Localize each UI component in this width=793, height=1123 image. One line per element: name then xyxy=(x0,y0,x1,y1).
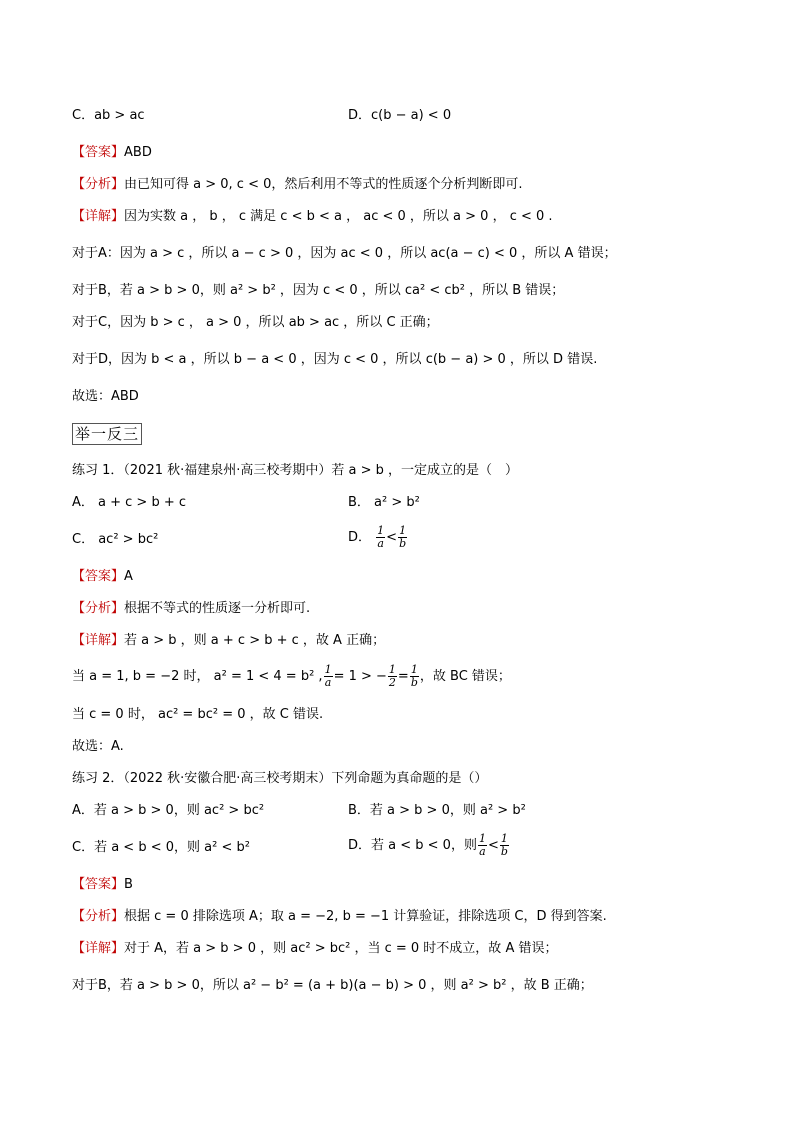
exercise-2-question: 练习 2．（2022 秋·安徽合肥·高三校考期末）下列命题为真命题的是（） xyxy=(72,771,488,786)
fraction-1-over-a xyxy=(376,525,385,550)
fraction-numerator: 1 xyxy=(500,832,508,845)
detail-b: 对于B，若 a > b > 0，则 a² > b² ，因为 c < 0 ，所以 ca² < cb² ，所以 B 错误； xyxy=(72,283,565,298)
fraction-1-over-a xyxy=(478,833,487,858)
detail-text: 对于 A，若 a > b > 0 ，则 ac² > bc² ，当 c = 0 时不成立，故 A 错误； xyxy=(124,941,558,956)
ex2-analysis-line xyxy=(72,908,607,926)
ex1-analysis-line xyxy=(72,600,310,618)
exercise-1-question: 练习 1．（2021 秋·福建泉州·高三校考期中）若 a > b ，一定成立的是（ ） xyxy=(72,463,519,478)
detail-a: 对于A：因为 a > c ，所以 a − c > 0 ，因为 ac < 0 ，所以 ac(a − c) < 0 ，所以 A 错误； xyxy=(72,246,617,261)
fraction-denominator: b xyxy=(399,537,407,550)
fraction-numerator: 1 xyxy=(399,524,407,537)
answer-line xyxy=(72,144,152,162)
fraction-denominator: b xyxy=(500,845,508,858)
answer-text: B xyxy=(124,877,133,892)
ex1-option-c: C． ac² > bc² xyxy=(72,532,159,547)
detail-text: 因为实数 a ， b ， c 满足 c < b < a ， ac < 0 ，所以 a > 0 ， c < 0 . xyxy=(124,209,553,224)
analysis-tag: 【分析】 xyxy=(72,601,125,616)
analysis-text: 根据 c = 0 排除选项 A；取 a = −2, b = −1 计算验证，排除选项 C，D 得到答案. xyxy=(124,909,607,924)
detail-text: 若 a > b ，则 a + c > b + c ，故 A 正确； xyxy=(124,633,386,648)
analysis-line xyxy=(72,176,523,194)
ex1-detail-line xyxy=(72,632,385,650)
fraction-numerator: 1 xyxy=(377,524,385,537)
fraction-1-over-2 xyxy=(388,664,397,689)
fraction-denominator: 2 xyxy=(388,676,396,689)
ex2-detail-line xyxy=(72,940,557,958)
ex1-choice-line: 故选：A. xyxy=(72,739,124,754)
counterexample-middle: = 1 > − xyxy=(333,669,387,684)
ex1-answer-line xyxy=(72,568,133,586)
ex2-answer-line xyxy=(72,876,133,894)
ex2-option-a: A．若 a > b > 0，则 ac² > bc² xyxy=(72,803,265,818)
answer-text: ABD xyxy=(124,145,152,160)
fraction-1-over-b xyxy=(500,833,509,858)
section-heading: 举一反三 xyxy=(72,423,142,445)
less-than-sign: < xyxy=(386,530,398,545)
ex1-counterexample xyxy=(72,664,511,690)
fraction-numerator: 1 xyxy=(478,832,486,845)
ex1-detail-c: 当 c = 0 时， ac² = bc² = 0 ，故 C 错误. xyxy=(72,707,324,722)
ex2-option-d-label: D．若 a < b < 0，则 xyxy=(348,838,477,853)
fraction-1-over-a xyxy=(324,664,333,689)
fraction-1-over-b xyxy=(398,525,407,550)
fraction-1-over-b xyxy=(410,664,419,689)
detail-line xyxy=(72,208,553,226)
analysis-tag: 【分析】 xyxy=(72,909,125,924)
fraction-numerator: 1 xyxy=(410,663,418,676)
analysis-text: 由已知可得 a > 0, c < 0，然后利用不等式的性质逐个分析判断即可. xyxy=(124,177,523,192)
detail-c: 对于C，因为 b > c ， a > 0 ，所以 ab > ac ，所以 C 正确； xyxy=(72,315,439,330)
fraction-denominator: a xyxy=(377,537,384,550)
detail-tag: 【详解】 xyxy=(72,941,125,956)
detail-d: 对于D，因为 b < a ，所以 b − a < 0 ，因为 c < 0 ，所以 c(b − a) > 0 ，所以 D 错误. xyxy=(72,352,598,367)
equals-sign: = xyxy=(397,669,409,684)
analysis-tag: 【分析】 xyxy=(72,177,125,192)
fraction-denominator: a xyxy=(479,845,486,858)
fraction-denominator: b xyxy=(410,676,418,689)
answer-tag: 【答案】 xyxy=(72,877,125,892)
detail-tag: 【详解】 xyxy=(72,209,125,224)
option-c: C．ab > ac xyxy=(72,108,145,123)
answer-tag: 【答案】 xyxy=(72,569,125,584)
choice-line: 故选：ABD xyxy=(72,389,139,404)
ex2-option-d xyxy=(348,833,510,859)
option-d: D．c(b − a) < 0 xyxy=(348,108,452,123)
fraction-numerator: 1 xyxy=(388,663,396,676)
ex2-detail-b: 对于B，若 a > b > 0，所以 a² − b² = (a + b)(a − b) > 0 ，则 a² > b² ，故 B 正确； xyxy=(72,978,593,993)
ex1-option-a: A． a + c > b + c xyxy=(72,495,187,510)
fraction-numerator: 1 xyxy=(324,663,332,676)
counterexample-prefix: 当 a = 1, b = −2 时， a² = 1 < 4 = b² , xyxy=(72,669,323,684)
answer-tag: 【答案】 xyxy=(72,145,125,160)
ex2-option-b: B．若 a > b > 0，则 a² > b² xyxy=(348,803,526,818)
analysis-text: 根据不等式的性质逐一分析即可. xyxy=(124,601,311,616)
counterexample-suffix: ，故 BC 错误； xyxy=(419,669,511,684)
ex1-option-d xyxy=(348,525,408,551)
fraction-denominator: a xyxy=(324,676,332,689)
ex1-option-b: B． a² > b² xyxy=(348,495,420,510)
less-than-sign: < xyxy=(487,838,499,853)
ex1-option-d-label: D． xyxy=(348,530,372,545)
detail-tag: 【详解】 xyxy=(72,633,125,648)
ex2-option-c: C．若 a < b < 0，则 a² < b² xyxy=(72,840,250,855)
answer-text: A xyxy=(124,569,133,584)
